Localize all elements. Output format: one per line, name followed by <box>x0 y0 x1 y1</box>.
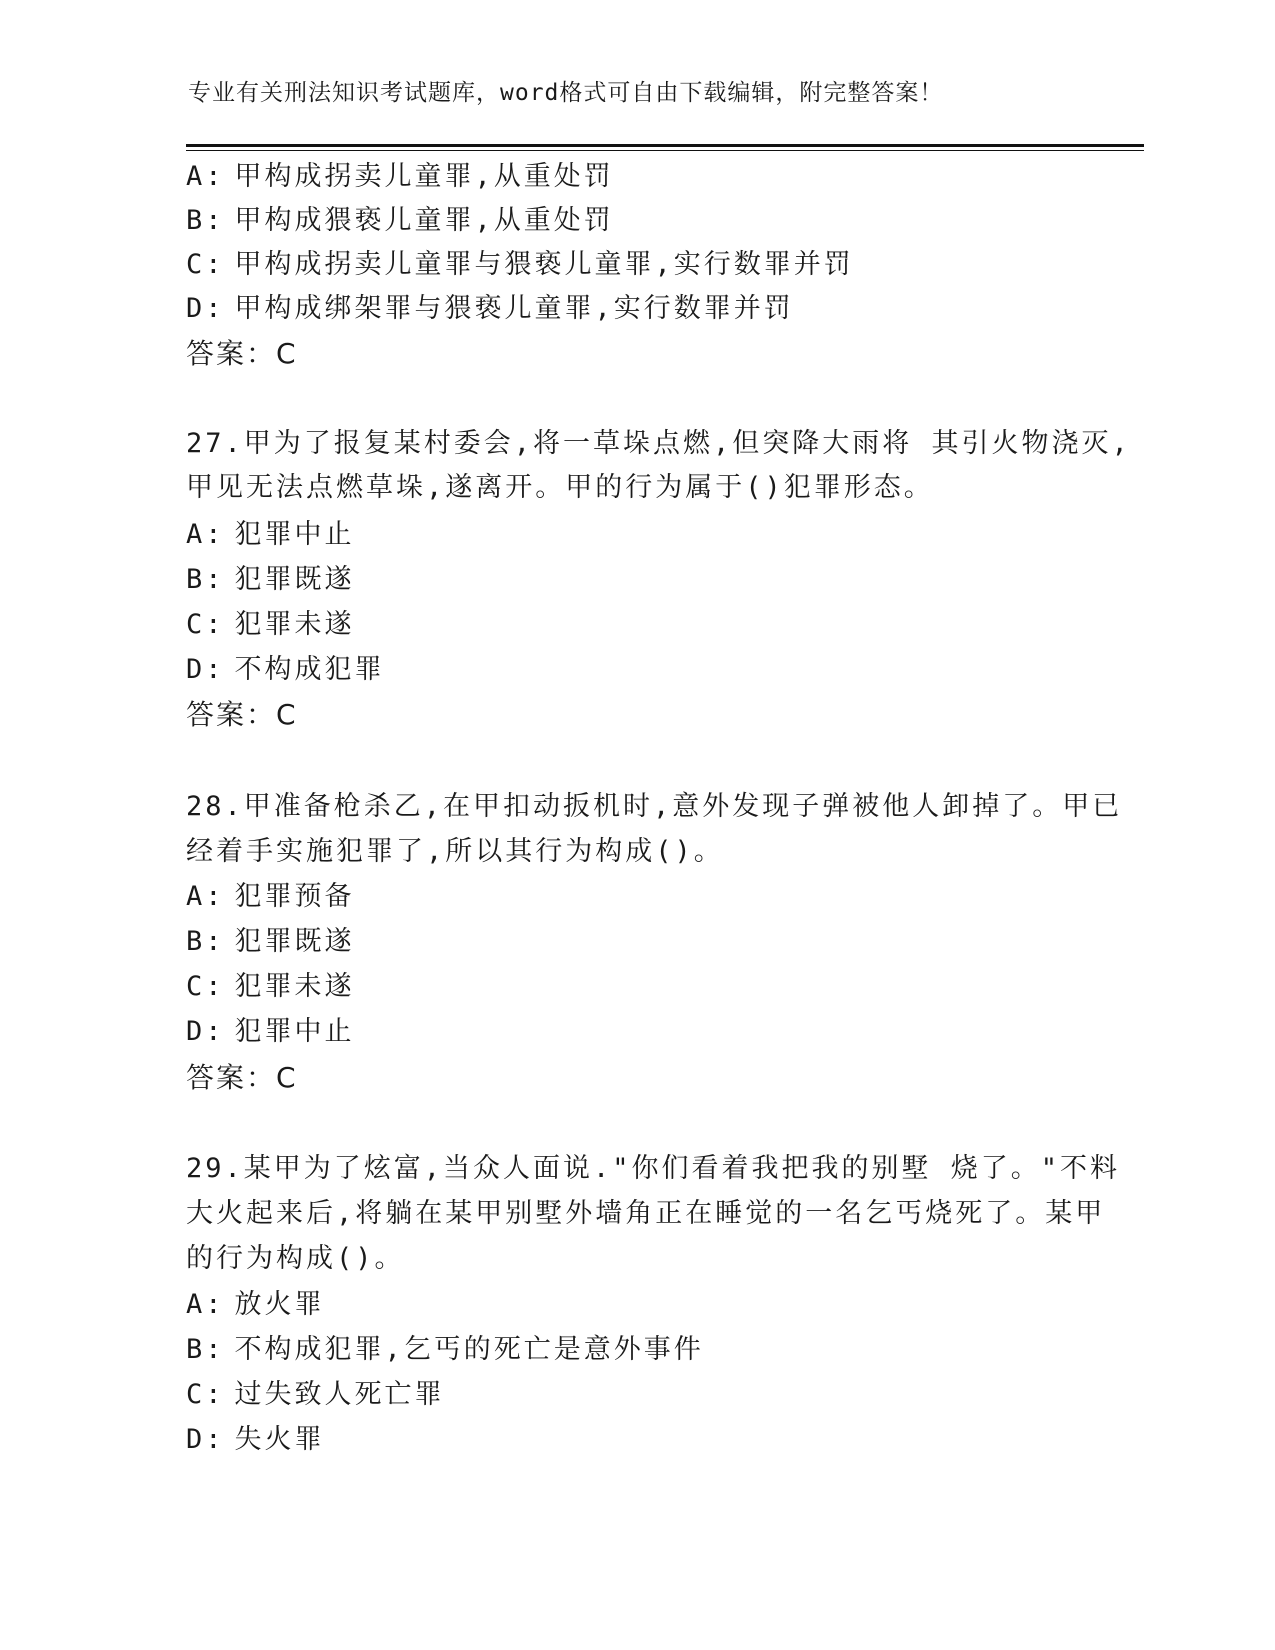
option-letter: B: <box>186 1334 225 1365</box>
option-text: 犯罪既遂 <box>234 926 355 957</box>
question-stem-line: 大火起来后,将躺在某甲别墅外墙角正在睡觉的一名乞丐烧死了。某甲 <box>186 1198 1106 1229</box>
option-b <box>186 563 355 597</box>
option-c <box>186 248 854 282</box>
option-d <box>186 653 385 687</box>
option-text: 甲构成绑架罪与猥亵儿童罪,实行数罪并罚 <box>234 293 794 324</box>
answer-line: 答案：C <box>186 1061 298 1094</box>
option-text: 犯罪中止 <box>234 1016 355 1047</box>
option-text: 犯罪中止 <box>234 519 355 550</box>
option-d <box>186 292 794 326</box>
question-stem-line: 经着手实施犯罪了,所以其行为构成()。 <box>186 836 724 867</box>
option-c <box>186 608 355 642</box>
option-c <box>186 970 355 1004</box>
option-d <box>186 1015 355 1049</box>
option-letter: B: <box>186 564 225 595</box>
option-d <box>186 1423 325 1457</box>
answer-line: 答案：C <box>186 698 298 731</box>
option-letter: B: <box>186 205 225 236</box>
option-a <box>186 1288 325 1322</box>
option-text: 失火罪 <box>234 1424 325 1455</box>
option-letter: C: <box>186 971 225 1002</box>
option-a <box>186 880 355 914</box>
option-letter: A: <box>186 881 225 912</box>
question-stem-line: 29.某甲为了炫富,当众人面说."你们看着我把我的别墅 烧了。"不料 <box>186 1153 1121 1184</box>
header-divider-thin <box>186 150 1144 151</box>
option-letter: C: <box>186 1379 225 1410</box>
option-letter: C: <box>186 249 225 280</box>
option-letter: A: <box>186 519 225 550</box>
option-letter: B: <box>186 926 225 957</box>
option-text: 甲构成拐卖儿童罪与猥亵儿童罪,实行数罪并罚 <box>234 249 854 280</box>
option-letter: D: <box>186 293 225 324</box>
option-text: 甲构成猥亵儿童罪,从重处罚 <box>234 205 614 236</box>
question-stem-line: 甲见无法点燃草垛,遂离开。甲的行为属于()犯罪形态。 <box>186 472 934 503</box>
option-text: 犯罪预备 <box>234 881 355 912</box>
question-stem-line: 27.甲为了报复某村委会,将一草垛点燃,但突降大雨将 其引火物浇灭, <box>186 428 1131 459</box>
header-divider-thick <box>186 144 1144 147</box>
question-stem-line: 的行为构成()。 <box>186 1243 405 1274</box>
option-letter: A: <box>186 1289 225 1320</box>
option-text: 犯罪未遂 <box>234 971 355 1002</box>
option-a <box>186 518 355 552</box>
option-text: 犯罪既遂 <box>234 564 355 595</box>
option-letter: D: <box>186 654 225 685</box>
option-c <box>186 1378 445 1412</box>
option-letter: D: <box>186 1016 225 1047</box>
answer-line: 答案：C <box>186 337 298 370</box>
question-stem-line: 28.甲准备枪杀乙,在甲扣动扳机时,意外发现子弹被他人卸掉了。甲已 <box>186 791 1123 822</box>
option-text: 不构成犯罪 <box>234 654 385 685</box>
option-text: 过失致人死亡罪 <box>234 1379 445 1410</box>
option-b <box>186 1333 704 1367</box>
option-text: 不构成犯罪,乞丐的死亡是意外事件 <box>234 1334 704 1365</box>
option-letter: D: <box>186 1424 225 1455</box>
option-b <box>186 204 614 238</box>
option-letter: A: <box>186 161 225 192</box>
option-text: 甲构成拐卖儿童罪,从重处罚 <box>234 161 614 192</box>
option-a <box>186 160 614 194</box>
option-b <box>186 925 355 959</box>
option-text: 放火罪 <box>234 1289 325 1320</box>
option-letter: C: <box>186 609 225 640</box>
option-text: 犯罪未遂 <box>234 609 355 640</box>
document-header: 专业有关刑法知识考试题库，word格式可自由下载编辑，附完整答案！ <box>188 80 944 106</box>
